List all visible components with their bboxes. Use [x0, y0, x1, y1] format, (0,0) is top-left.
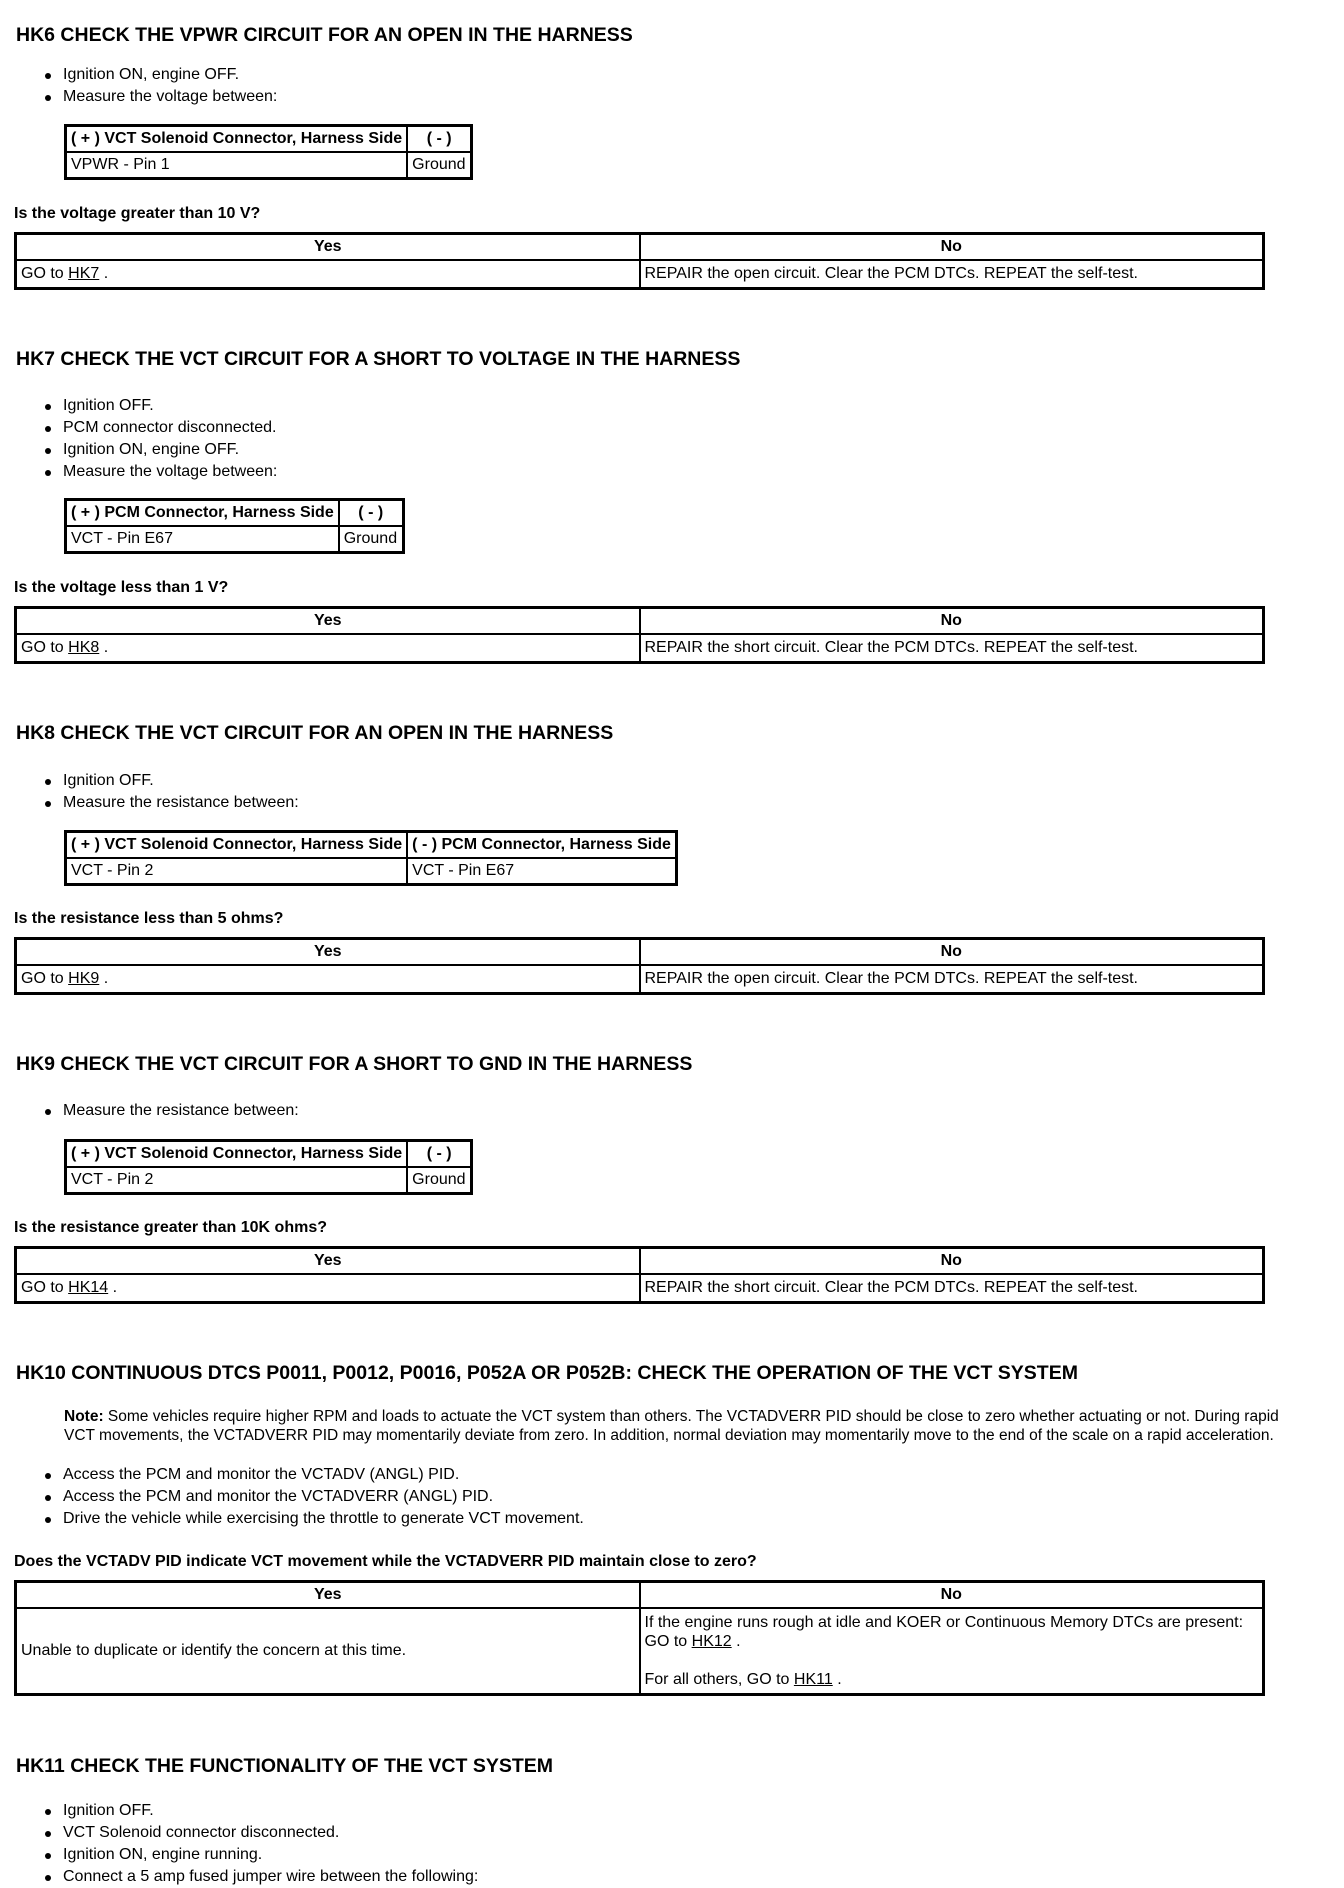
step-item: Measure the resistance between:	[60, 1100, 299, 1122]
step-list-hk7	[60, 395, 277, 483]
pin-table-hk7	[64, 498, 405, 554]
no-header: No	[640, 1582, 1264, 1609]
step-item: Measure the voltage between:	[60, 461, 277, 483]
note-text-line2: VCT movements, the VCTADVERR PID may momentarily deviate from zero. In addition, normal deviation may momentarily move to the end of the scale on a rapid acceleration.	[64, 1427, 1274, 1444]
no-header: No	[640, 608, 1264, 635]
step-item: PCM connector disconnected.	[60, 417, 277, 439]
no-cell: REPAIR the short circuit. Clear the PCM DTCs. REPEAT the self-test.	[640, 1274, 1264, 1303]
result-table-hk7	[14, 606, 1265, 664]
step-item: Ignition ON, engine OFF.	[60, 64, 277, 86]
no-cell: REPAIR the open circuit. Clear the PCM DTCs. REPEAT the self-test.	[640, 965, 1264, 994]
pin-table-cell: VCT - Pin E67	[407, 858, 676, 885]
pin-table-header: ( - )	[407, 1141, 472, 1168]
pin-table-hk8	[64, 830, 678, 886]
no-cell-suffix: .	[837, 1671, 842, 1688]
link-hk12[interactable]: HK12	[691, 1633, 732, 1650]
link-hk7[interactable]: HK7	[68, 265, 100, 282]
pin-table-hk9	[64, 1139, 473, 1195]
step-list-hk6	[60, 64, 277, 108]
pin-table-header: ( - )	[407, 126, 472, 153]
link-hk14[interactable]: HK14	[68, 1279, 109, 1296]
link-hk9[interactable]: HK9	[68, 970, 100, 987]
step-item: VCT Solenoid connector disconnected.	[60, 1822, 478, 1844]
result-table-hk8	[14, 937, 1265, 995]
yes-header: Yes	[16, 608, 640, 635]
yes-suffix: .	[103, 265, 109, 282]
step-list-hk11	[60, 1800, 478, 1888]
step-list-hk10	[60, 1464, 584, 1530]
yes-prefix: GO to	[21, 1279, 64, 1296]
question-hk7: Is the voltage less than 1 V?	[14, 579, 229, 596]
no-cell-suffix: .	[736, 1633, 741, 1650]
yes-header: Yes	[16, 234, 640, 261]
no-header: No	[640, 939, 1264, 966]
yes-header: Yes	[16, 1582, 640, 1609]
step-item: Connect a 5 amp fused jumper wire between the following:	[60, 1866, 478, 1888]
link-hk11[interactable]: HK11	[793, 1671, 833, 1688]
step-item: Ignition OFF.	[60, 395, 277, 417]
section-heading-hk6: HK6 CHECK THE VPWR CIRCUIT FOR AN OPEN IN THE HARNESS	[16, 24, 633, 46]
no-cell-prefix: GO to	[644, 1633, 688, 1650]
yes-suffix: .	[112, 1279, 118, 1296]
no-cell-prefix: For all others, GO to	[644, 1671, 790, 1688]
link-hk8[interactable]: HK8	[68, 639, 100, 656]
section-heading-hk10: HK10 CONTINUOUS DTCS P0011, P0012, P0016, P052A OR P052B: CHECK THE OPERATION OF THE VCT SYSTEM	[16, 1362, 1078, 1384]
pin-table-hk6	[64, 124, 473, 180]
no-cell-line3	[645, 1670, 1259, 1689]
no-header: No	[640, 234, 1264, 261]
pin-table-header: ( + ) PCM Connector, Harness Side	[66, 500, 339, 527]
pin-table-header: ( - ) PCM Connector, Harness Side	[407, 832, 676, 859]
pin-table-header: ( + ) VCT Solenoid Connector, Harness Side	[66, 126, 408, 153]
pin-table-cell: VCT - Pin 2	[66, 1167, 408, 1194]
step-item: Ignition OFF.	[60, 770, 299, 792]
section-heading-hk8: HK8 CHECK THE VCT CIRCUIT FOR AN OPEN IN THE HARNESS	[16, 722, 614, 744]
no-cell	[640, 1608, 1264, 1695]
no-cell: REPAIR the open circuit. Clear the PCM DTCs. REPEAT the self-test.	[640, 260, 1264, 289]
pin-table-header: ( + ) VCT Solenoid Connector, Harness Side	[66, 1141, 408, 1168]
result-table-hk6	[14, 232, 1265, 290]
yes-cell	[16, 260, 640, 289]
step-item: Measure the voltage between:	[60, 86, 277, 108]
pin-table-cell: VCT - Pin 2	[66, 858, 408, 885]
pin-table-cell: Ground	[339, 526, 404, 553]
yes-header: Yes	[16, 1248, 640, 1275]
yes-cell	[16, 1274, 640, 1303]
question-hk9: Is the resistance greater than 10K ohms?	[14, 1219, 327, 1236]
yes-prefix: GO to	[21, 265, 64, 282]
yes-cell	[16, 634, 640, 663]
yes-suffix: .	[103, 639, 109, 656]
yes-header: Yes	[16, 939, 640, 966]
no-cell-line2	[645, 1632, 1259, 1651]
yes-cell	[16, 965, 640, 994]
note-text-line1: Some vehicles require higher RPM and loads to actuate the VCT system than others. The VCTADVERR PID should be close to zero whether actuating or not. During rapid	[107, 1408, 1279, 1425]
question-hk10: Does the VCTADV PID indicate VCT movement while the VCTADVERR PID maintain close to zero?	[14, 1553, 757, 1570]
no-cell-spacer	[645, 1651, 1259, 1670]
pin-table-header: ( + ) VCT Solenoid Connector, Harness Side	[66, 832, 408, 859]
result-table-hk9	[14, 1246, 1265, 1304]
yes-prefix: GO to	[21, 639, 64, 656]
step-item: Drive the vehicle while exercising the throttle to generate VCT movement.	[60, 1508, 584, 1530]
result-table-hk10	[14, 1580, 1265, 1696]
question-hk8: Is the resistance less than 5 ohms?	[14, 910, 284, 927]
step-item: Access the PCM and monitor the VCTADV (ANGL) PID.	[60, 1464, 584, 1486]
no-cell: REPAIR the short circuit. Clear the PCM DTCs. REPEAT the self-test.	[640, 634, 1264, 663]
no-header: No	[640, 1248, 1264, 1275]
pin-table-cell: Ground	[407, 152, 472, 179]
yes-suffix: .	[103, 970, 109, 987]
step-item: Access the PCM and monitor the VCTADVERR (ANGL) PID.	[60, 1486, 584, 1508]
pin-table-cell: VCT - Pin E67	[66, 526, 339, 553]
note-hk10	[64, 1407, 1344, 1445]
step-item: Ignition OFF.	[60, 1800, 478, 1822]
step-list-hk9	[60, 1100, 299, 1122]
section-heading-hk7: HK7 CHECK THE VCT CIRCUIT FOR A SHORT TO VOLTAGE IN THE HARNESS	[16, 348, 741, 370]
yes-prefix: GO to	[21, 970, 64, 987]
note-label: Note:	[64, 1408, 104, 1425]
step-item: Ignition ON, engine running.	[60, 1844, 478, 1866]
yes-cell: Unable to duplicate or identify the concern at this time.	[16, 1608, 640, 1695]
step-item: Ignition ON, engine OFF.	[60, 439, 277, 461]
section-heading-hk11: HK11 CHECK THE FUNCTIONALITY OF THE VCT SYSTEM	[16, 1755, 554, 1777]
pin-table-cell: VPWR - Pin 1	[66, 152, 408, 179]
section-heading-hk9: HK9 CHECK THE VCT CIRCUIT FOR A SHORT TO GND IN THE HARNESS	[16, 1053, 693, 1075]
pin-table-cell: Ground	[407, 1167, 472, 1194]
no-cell-content	[645, 1609, 1259, 1693]
question-hk6: Is the voltage greater than 10 V?	[14, 205, 261, 222]
pin-table-header: ( - )	[339, 500, 404, 527]
no-cell-line1: If the engine runs rough at idle and KOER or Continuous Memory DTCs are present:	[644, 1614, 1244, 1631]
step-item: Measure the resistance between:	[60, 792, 299, 814]
step-list-hk8	[60, 770, 299, 814]
